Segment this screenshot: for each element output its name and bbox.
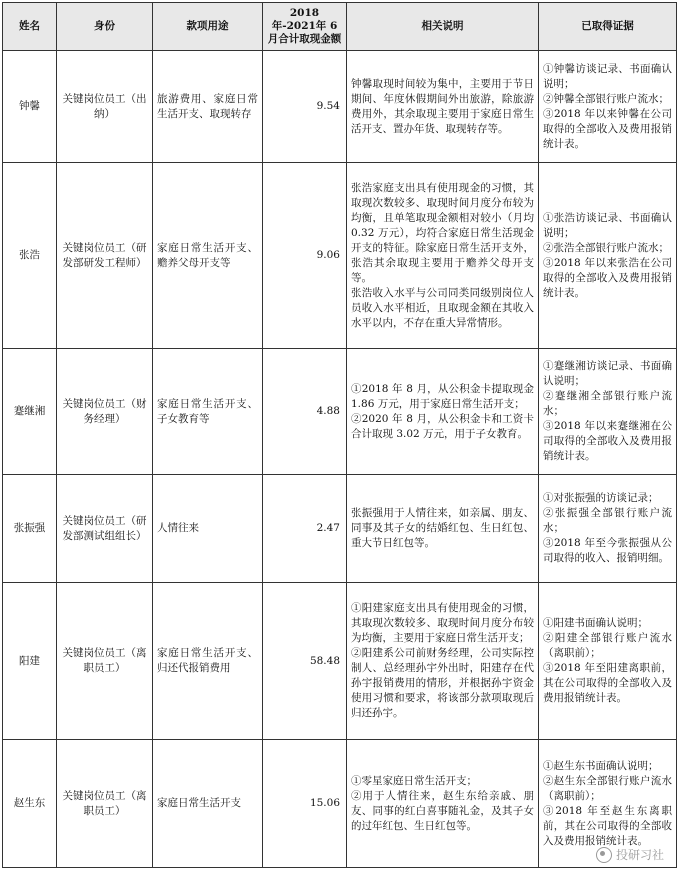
cell-role: 关键岗位员工（财务经理） — [57, 349, 153, 475]
cell-amount: 15.06 — [263, 740, 347, 868]
cell-name: 赵生东 — [3, 740, 57, 868]
evidence-item: ③2018 年至赵生东离职前，其在公司取得的全部收入及费用报销统计表。 — [543, 804, 672, 847]
cell-name: 蹇继湘 — [3, 349, 57, 475]
cell-notes — [347, 740, 539, 868]
cell-purpose: 家庭日常生活开支、归还代报销费用 — [153, 583, 263, 740]
cell-name: 阳建 — [3, 583, 57, 740]
table-row — [3, 740, 677, 868]
cell-evidence — [539, 349, 677, 475]
note-paragraph: ②2020 年 8 月，从公积金卡和工资卡合计取现 3.02 万元，用于子女教育。 — [351, 412, 534, 440]
header-evidence: 已取得证据 — [539, 3, 677, 51]
cell-purpose: 人情往来 — [153, 475, 263, 583]
cash-withdrawal-table — [2, 2, 677, 868]
evidence-item: ①钟馨访谈记录、书面确认说明； — [543, 62, 672, 90]
cell-purpose: 家庭日常生活开支、子女教育等 — [153, 349, 263, 475]
evidence-item: ②钟馨全部银行账户流水； — [543, 92, 669, 105]
cell-amount: 2.47 — [263, 475, 347, 583]
cell-purpose: 家庭日常生活开支、赡养父母开支等 — [153, 163, 263, 349]
cell-evidence — [539, 51, 677, 163]
cell-notes — [347, 51, 539, 163]
evidence-item: ③2018 年以来蹇继湘在公司取得的全部收入及费用报销统计表。 — [543, 420, 672, 462]
cell-amount: 9.06 — [263, 163, 347, 349]
evidence-item: ②蹇继湘全部银行账户流水； — [543, 390, 672, 417]
cell-notes — [347, 475, 539, 583]
watermark — [596, 846, 664, 863]
cell-notes — [347, 163, 539, 349]
evidence-item: ①张浩访谈记录、书面确认说明； — [543, 211, 672, 239]
cell-role: 关键岗位员工（研发部研发工程师） — [57, 163, 153, 349]
cell-role: 关键岗位员工（离职员工） — [57, 583, 153, 740]
cell-purpose: 旅游费用、家庭日常生活开支、取现转存 — [153, 51, 263, 163]
note-paragraph: ①2018 年 8 月，从公积金卡提取现金 1.86 万元，用于家庭日常生活开支； — [351, 382, 534, 410]
header-notes: 相关说明 — [347, 3, 539, 51]
cell-name: 张浩 — [3, 163, 57, 349]
watermark-text: 投研习社 — [615, 848, 664, 862]
note-paragraph: 张振强用于人情往来，如亲属、朋友、同事及其子女的结婚红包、生日红包、重大节日红包等。 — [351, 507, 534, 549]
header-purpose: 款项用途 — [153, 3, 263, 51]
note-paragraph: ①阳建家庭支出具有使用现金的习惯，其取现次数较多、取现时间月度分布较为均衡，主要用于家庭日常生活开支； — [351, 602, 534, 644]
note-paragraph: 张浩收入水平与公司同类同级别岗位人员收入水平相近，且取现金额在其收入水平以内，不存在重大异常情形。 — [351, 286, 534, 329]
header-role: 身份 — [57, 3, 153, 51]
evidence-item: ①蹇继湘访谈记录、书面确认说明； — [543, 360, 672, 387]
cell-role: 关键岗位员工（出纳） — [57, 51, 153, 163]
cell-notes — [347, 583, 539, 740]
cell-amount: 9.54 — [263, 51, 347, 163]
cell-evidence — [539, 163, 677, 349]
cell-purpose: 家庭日常生活开支 — [153, 740, 263, 868]
table-row — [3, 349, 677, 475]
evidence-item: ③2018 年至阳建离职前，其在公司取得的全部收入及费用报销统计表。 — [543, 662, 672, 704]
evidence-item: ②张浩全部银行账户流水； — [543, 241, 669, 254]
note-paragraph: ①零星家庭日常生活开支； — [351, 774, 477, 787]
evidence-item: ①赵生东书面确认说明； — [543, 759, 659, 772]
note-paragraph: 张浩家庭支出具有使用现金的习惯，其取现次数较多、取现时间月度分布较为均衡，且单笔取现金额相对较小（月均 0.32 万元），均符合家庭日常生活现金开支的特征。除家庭日常生活开支外，张浩其余取现主要用于赡养父母开支等。 — [351, 181, 534, 284]
cell-role: 关键岗位员工（研发部测试组组长） — [57, 475, 153, 583]
table-row — [3, 163, 677, 349]
evidence-item: ②赵生东全部银行账户流水（离职前）； — [543, 774, 672, 802]
header-name: 姓名 — [3, 3, 57, 51]
evidence-item: ①对张振强的访谈记录； — [543, 492, 659, 504]
evidence-item: ②张振强全部银行账户流水； — [543, 507, 672, 534]
wechat-icon — [596, 847, 612, 863]
evidence-item: ①阳建书面确认说明； — [543, 617, 648, 629]
evidence-item: ③2018 年以来张浩在公司取得的全部收入及费用报销统计表。 — [543, 256, 672, 299]
cell-amount: 4.88 — [263, 349, 347, 475]
evidence-item: ②阳建全部银行账户流水（离职前）； — [543, 632, 672, 659]
table-row — [3, 583, 677, 740]
note-paragraph: ②用于人情往来，赵生东给亲戚、朋友、同事的红白喜事随礼金，及其子女的过年红包、生日红包等。 — [351, 789, 534, 832]
cell-evidence — [539, 583, 677, 740]
cell-role: 关键岗位员工（离职员工） — [57, 740, 153, 868]
evidence-item: ③2018 年以来钟馨在公司取得的全部收入及费用报销统计表。 — [543, 107, 672, 150]
header-amount: 2018 年-2021年 6 月合计取现金额 — [263, 3, 347, 51]
table-row — [3, 51, 677, 163]
cell-notes — [347, 349, 539, 475]
header-row — [3, 3, 677, 51]
table-row — [3, 475, 677, 583]
cell-name: 张振强 — [3, 475, 57, 583]
note-paragraph: 钟馨取现时间较为集中，主要用于节日期间、年度休假期间外出旅游，除旅游费用外，其余取现主要用于家庭日常生活开支、置办年货、取现转存等。 — [351, 77, 534, 135]
evidence-item: ③2018 年至今张振强从公司取得的收入、报销明细。 — [543, 537, 672, 564]
cell-name: 钟馨 — [3, 51, 57, 163]
cell-amount: 58.48 — [263, 583, 347, 740]
cell-evidence — [539, 475, 677, 583]
note-paragraph: ②阳建系公司前财务经理，公司实际控制人、总经理孙宇外出时，阳建存在代孙宇报销费用的情形，并根据孙宇资金使用习惯和要求，将该部分款项取现后归还孙宇。 — [351, 647, 534, 719]
